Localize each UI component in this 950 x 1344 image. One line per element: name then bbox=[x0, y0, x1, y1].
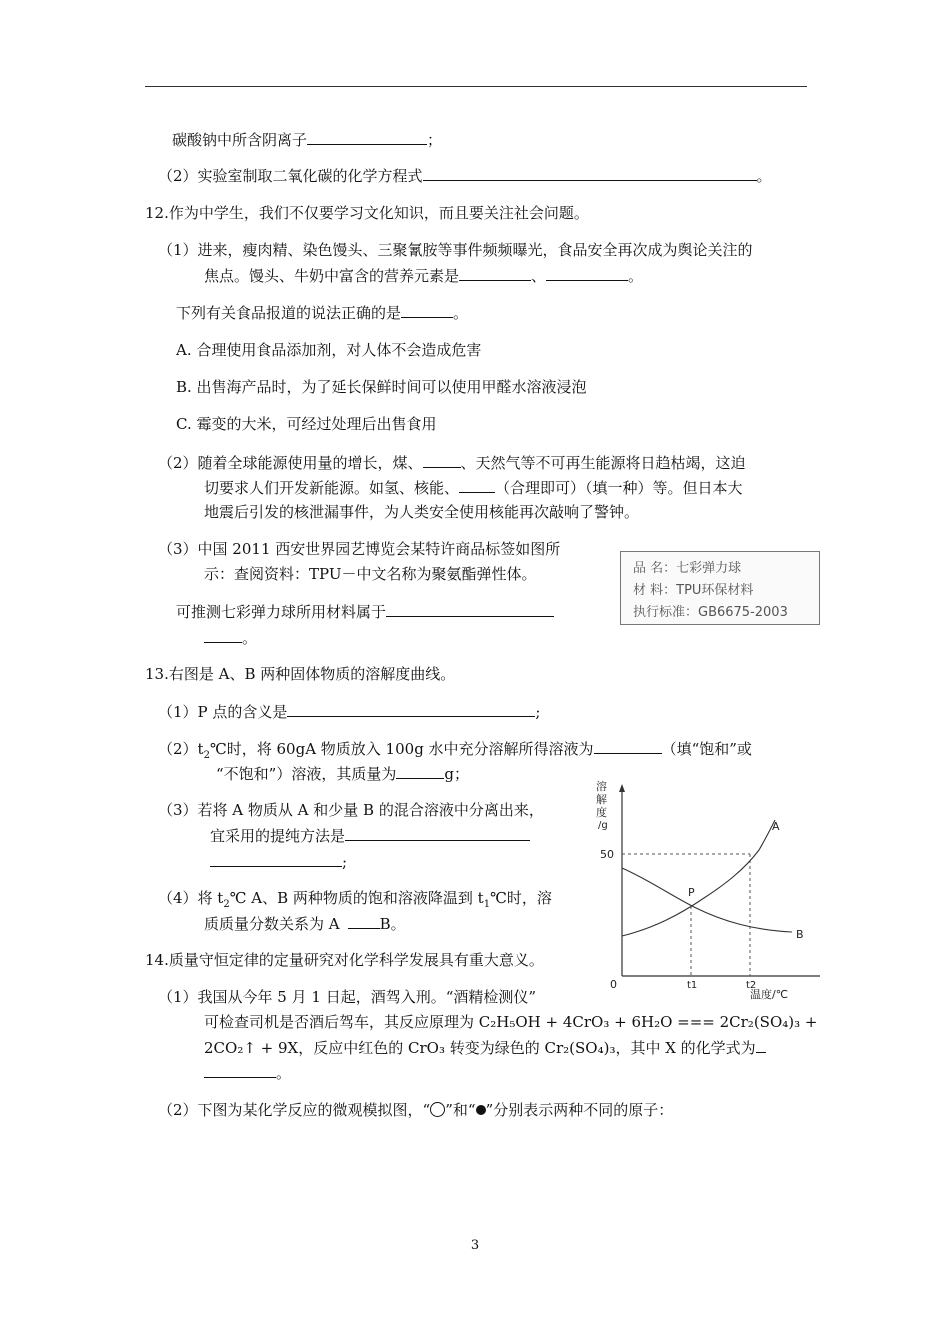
text-line bbox=[204, 1037, 766, 1058]
product-label-image bbox=[620, 551, 820, 625]
answer-blank[interactable] bbox=[423, 165, 757, 181]
text: 。 bbox=[242, 629, 258, 647]
text: 。 bbox=[756, 167, 772, 185]
text: 。 bbox=[453, 304, 469, 322]
answer-blank[interactable] bbox=[756, 1037, 766, 1053]
x-axis-label: 温度/℃ bbox=[750, 988, 789, 1001]
text: ; bbox=[342, 853, 348, 871]
text-line bbox=[216, 763, 469, 784]
text-line: 地震后引发的核泄漏事件，为人类安全使用核能再次敲响了警钟。 bbox=[204, 503, 640, 521]
text-line: 碳酸钠中所含阴离子 ； bbox=[172, 131, 443, 149]
answer-blank[interactable] bbox=[307, 129, 365, 145]
answer-blank[interactable] bbox=[345, 825, 530, 841]
y-axis-label-2: 解 bbox=[596, 793, 607, 806]
origin-label: 0 bbox=[610, 978, 617, 991]
text-line: （3）中国 2011 西安世界园艺博览会某特许商品标签如图所 bbox=[158, 540, 561, 558]
y-axis-label-3: 度 bbox=[596, 806, 607, 819]
x-tick-t2: t2 bbox=[746, 980, 757, 991]
answer-blank[interactable] bbox=[287, 701, 535, 717]
answer-blank[interactable] bbox=[594, 738, 662, 754]
question-12-title: 12.作为中学生，我们不仅要学习文化知识，而且要关注社会问题。 bbox=[145, 204, 589, 222]
subscript: 2 bbox=[203, 750, 210, 761]
text-line bbox=[204, 627, 257, 648]
label-row-material: 材 料：TPU环保材料 bbox=[633, 583, 754, 598]
text: 碳酸钠中所含阴离子 bbox=[172, 131, 308, 149]
question-14-title: 14.质量守恒定律的定量研究对化学科学发展具有重大意义。 bbox=[145, 951, 544, 969]
text: ℃ A、B 两种物质的饱和溶液降温到 t bbox=[229, 889, 484, 907]
text: 下列有关食品报道的说法正确的是 bbox=[176, 304, 402, 322]
header-rule bbox=[145, 86, 807, 87]
text-line bbox=[158, 165, 772, 186]
answer-blank[interactable] bbox=[348, 913, 380, 929]
text: （2）下图为某化学反应的微观模拟图，“ bbox=[158, 1101, 431, 1119]
text: g； bbox=[444, 765, 469, 783]
text: 焦点。馒头、牛奶中富含的营养元素是 bbox=[204, 267, 460, 285]
text-line: 示：查阅资料：TPU－中文名称为聚氨酯弹性体。 bbox=[204, 565, 537, 583]
label-row-name: 品 名：七彩弹力球 bbox=[633, 561, 742, 576]
text: （2）随着全球能源使用量的增长，煤、 bbox=[158, 454, 423, 472]
answer-blank[interactable] bbox=[459, 265, 531, 281]
text: 。 bbox=[628, 267, 644, 285]
text-line: （1）进来，瘦肉精、染色馒头、三聚氰胺等事件频频曝光，食品安全再次成为舆论关注的 bbox=[158, 241, 753, 259]
answer-blank[interactable] bbox=[396, 763, 444, 779]
text: B。 bbox=[379, 915, 406, 933]
point-p-label: P bbox=[688, 886, 695, 899]
page-number: 3 bbox=[470, 1238, 480, 1253]
text: 、天然气等不可再生能源将日趋枯竭，这迫 bbox=[460, 454, 746, 472]
text-line bbox=[158, 701, 540, 722]
text-line bbox=[204, 913, 406, 934]
text-line bbox=[158, 1100, 673, 1120]
answer-blank[interactable] bbox=[546, 265, 628, 281]
x-tick-t1: t1 bbox=[687, 980, 698, 991]
filled-circle-icon bbox=[476, 1105, 486, 1115]
answer-blank[interactable] bbox=[459, 477, 495, 493]
text: （2）实验室制取二氧化碳的化学方程式 bbox=[158, 167, 423, 185]
y-axis-label-4: /g bbox=[598, 820, 608, 831]
subscript: 1 bbox=[483, 899, 491, 910]
answer-blank[interactable] bbox=[423, 452, 461, 468]
text: 。 bbox=[276, 1064, 292, 1082]
curve-a-label: A bbox=[772, 820, 780, 833]
text-line: 可检查司机是否酒后驾车，其反应原理为 C₂H₅OH + 4CrO₃ + 6H₂O === 2Cr₂(SO₄)₃ + bbox=[204, 1013, 818, 1031]
text: ”和“ bbox=[445, 1101, 476, 1119]
curve-a bbox=[622, 820, 775, 936]
text-line bbox=[204, 265, 643, 286]
curve-b-label: B bbox=[796, 928, 804, 941]
option-b: B. 出售海产品时，为了延长保鲜时间可以使用甲醛水溶液浸泡 bbox=[176, 378, 587, 396]
text-line bbox=[204, 1062, 291, 1083]
text: （合理即可）（填一种）等。但日本大 bbox=[495, 479, 743, 497]
y-axis-label-1: 溶 bbox=[596, 780, 607, 793]
y-tick-50: 50 bbox=[600, 848, 614, 861]
text-line bbox=[176, 302, 468, 323]
text: （1）P 点的含义是 bbox=[158, 703, 288, 721]
text-line bbox=[210, 851, 347, 872]
hollow-circle-icon bbox=[430, 1102, 445, 1117]
text: ; bbox=[535, 703, 541, 721]
text: （2）t bbox=[158, 740, 204, 758]
text-line: （3）若将 A 物质从 A 和少量 B 的混合溶液中分离出来， bbox=[158, 801, 544, 819]
curve-b bbox=[622, 868, 792, 932]
subscript: 2 bbox=[223, 899, 230, 910]
text-line bbox=[176, 601, 554, 622]
text: “不饱和”）溶液，其质量为 bbox=[216, 765, 397, 783]
option-a: A. 合理使用食品添加剂，对人体不会造成危害 bbox=[176, 341, 482, 359]
answer-blank[interactable] bbox=[386, 601, 554, 617]
text: ”分别表示两种不同的原子： bbox=[485, 1101, 674, 1119]
solubility-curve-graph bbox=[594, 770, 826, 1002]
answer-blank[interactable] bbox=[210, 851, 342, 867]
text: ℃时，溶 bbox=[490, 889, 552, 907]
text: 、 bbox=[531, 267, 547, 285]
text: （4）将 t bbox=[158, 889, 224, 907]
text-line bbox=[210, 825, 530, 846]
question-13-title: 13.右图是 A、B 两种固体物质的溶解度曲线。 bbox=[145, 665, 456, 683]
text: ℃时，将 60gA 物质放入 100g 水中充分溶解所得溶液为 bbox=[209, 740, 594, 758]
text: （填“饱和”或 bbox=[661, 740, 752, 758]
text-line bbox=[158, 738, 752, 759]
label-row-standard: 执行标准：GB6675-2003 bbox=[633, 605, 788, 620]
text: 2CO₂↑ + 9X，反应中红色的 CrO₃ 转变为绿色的 Cr₂(SO₄)₃，其中 X 的化学式为 bbox=[204, 1039, 756, 1057]
answer-blank[interactable] bbox=[365, 129, 427, 145]
text: 切要求人们开发新能源。如氢、核能、 bbox=[204, 479, 460, 497]
answer-blank[interactable] bbox=[204, 1062, 276, 1078]
text: 宜采用的提纯方法是 bbox=[210, 827, 346, 845]
text: 可推测七彩弹力球所用材料属于 bbox=[176, 603, 387, 621]
y-axis-arrow bbox=[619, 784, 625, 792]
text-line bbox=[204, 477, 743, 498]
text-line: （1）我国从今年 5 月 1 日起，酒驾入刑。“酒精检测仪” bbox=[158, 988, 537, 1006]
text: 质质量分数关系为 A bbox=[204, 915, 340, 933]
text-line bbox=[158, 452, 746, 473]
option-c: C. 霉变的大米，可经过处理后出售食用 bbox=[176, 415, 437, 433]
answer-blank[interactable] bbox=[401, 302, 453, 318]
answer-blank[interactable] bbox=[204, 627, 242, 643]
text-line bbox=[158, 888, 552, 908]
